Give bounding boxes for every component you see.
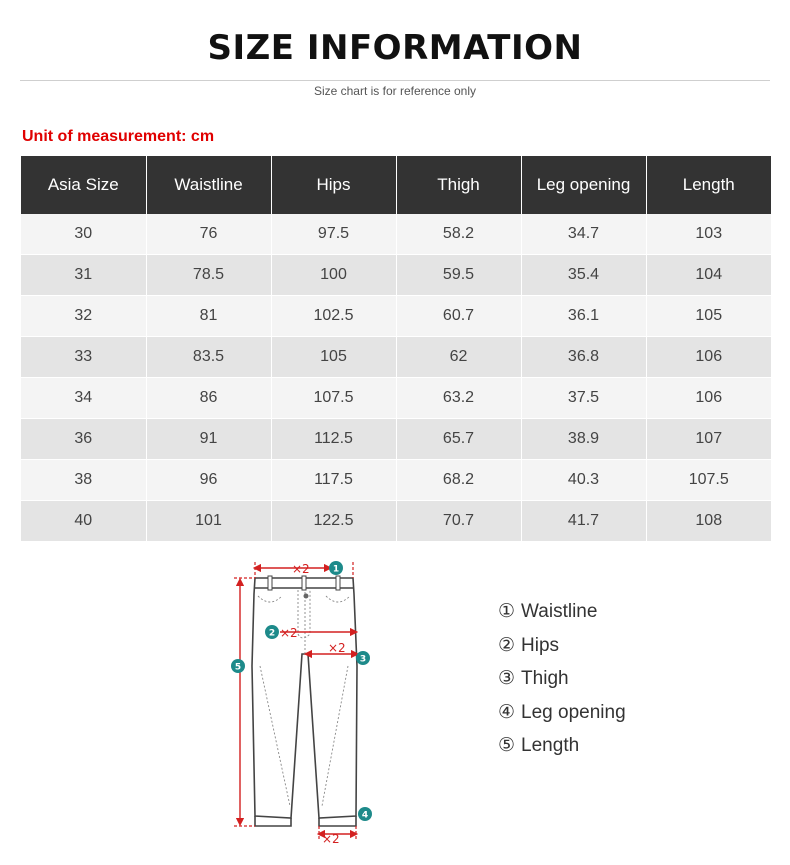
measurement-legend xyxy=(498,598,626,766)
table-row xyxy=(21,419,771,460)
multiplier-label: ×2 xyxy=(322,832,340,846)
table-cell: 40.3 xyxy=(521,460,646,501)
page-title: SIZE INFORMATION xyxy=(207,28,583,68)
table-cell: 117.5 xyxy=(271,460,396,501)
multiplier-label: ×2 xyxy=(292,562,310,576)
table-cell: 106 xyxy=(646,378,771,419)
table-cell: 97.5 xyxy=(271,214,396,255)
column-header: Hips xyxy=(271,156,396,214)
column-header: Thigh xyxy=(396,156,521,214)
legend-label: Hips xyxy=(521,634,560,656)
table-cell: 40 xyxy=(21,501,146,542)
table-cell: 31 xyxy=(21,255,146,296)
legend-number: ③ xyxy=(498,667,516,689)
table-cell: 86 xyxy=(146,378,271,419)
table-cell: 36 xyxy=(21,419,146,460)
jeans-stitching xyxy=(258,588,350,806)
table-cell: 63.2 xyxy=(396,378,521,419)
legend-label: Length xyxy=(521,735,580,756)
legend-number: ④ xyxy=(498,700,516,723)
button-icon xyxy=(304,594,309,599)
table-cell: 32 xyxy=(21,296,146,337)
table-cell: 65.7 xyxy=(396,419,521,460)
table-cell: 105 xyxy=(271,337,396,378)
table-cell: 37.5 xyxy=(521,378,646,419)
table-cell: 36.8 xyxy=(521,337,646,378)
marker-waistline xyxy=(329,561,343,575)
column-header: Leg opening xyxy=(521,156,646,214)
marker-leg-opening xyxy=(358,807,372,821)
measurement-arrows xyxy=(240,568,355,834)
table-cell: 106 xyxy=(646,337,771,378)
marker-number: 1 xyxy=(332,564,340,575)
table-row xyxy=(21,337,771,378)
table-cell: 122.5 xyxy=(271,501,396,542)
table-cell: 91 xyxy=(146,419,271,460)
table-cell: 68.2 xyxy=(396,460,521,501)
page-subtitle: Size chart is for reference only xyxy=(313,84,477,98)
marker-number: 5 xyxy=(234,662,242,673)
multiplier-label: ×2 xyxy=(328,641,346,655)
table-header-row xyxy=(21,156,771,214)
legend-item-hips xyxy=(498,632,626,666)
table-row xyxy=(21,501,771,542)
table-cell: 101 xyxy=(146,501,271,542)
table-cell: 83.5 xyxy=(146,337,271,378)
marker-number: 4 xyxy=(361,810,369,821)
table-cell: 76 xyxy=(146,214,271,255)
table-cell: 60.7 xyxy=(396,296,521,337)
table-cell: 112.5 xyxy=(271,419,396,460)
table-cell: 103 xyxy=(646,214,771,255)
legend-item-leg-opening xyxy=(498,699,626,733)
legend-label: Waistline xyxy=(521,601,598,622)
legend-label: Thigh xyxy=(521,668,569,689)
table-cell: 41.7 xyxy=(521,501,646,542)
table-cell: 62 xyxy=(396,337,521,378)
column-header: Length xyxy=(646,156,771,214)
table-cell: 104 xyxy=(646,255,771,296)
legend-number: ① xyxy=(498,600,516,622)
table-cell: 58.2 xyxy=(396,214,521,255)
marker-hips xyxy=(265,625,279,639)
table-row xyxy=(21,214,771,255)
title-divider xyxy=(20,80,770,81)
table-cell: 36.1 xyxy=(521,296,646,337)
marker-number: 2 xyxy=(268,628,276,639)
table-cell: 102.5 xyxy=(271,296,396,337)
table-cell: 107.5 xyxy=(271,378,396,419)
table-cell: 34 xyxy=(21,378,146,419)
table-cell: 59.5 xyxy=(396,255,521,296)
legend-item-length xyxy=(498,732,626,766)
table-row xyxy=(21,296,771,337)
table-row xyxy=(21,255,771,296)
marker-length xyxy=(231,659,245,673)
table-cell: 34.7 xyxy=(521,214,646,255)
table-row xyxy=(21,460,771,501)
column-header: Waistline xyxy=(146,156,271,214)
marker-number: 3 xyxy=(359,654,367,665)
table-cell: 107 xyxy=(646,419,771,460)
table-cell: 38 xyxy=(21,460,146,501)
table-row xyxy=(21,378,771,419)
table-cell: 96 xyxy=(146,460,271,501)
table-cell: 78.5 xyxy=(146,255,271,296)
table-cell: 81 xyxy=(146,296,271,337)
legend-item-thigh xyxy=(498,665,626,699)
table-cell: 70.7 xyxy=(396,501,521,542)
legend-number: ② xyxy=(498,633,516,656)
unit-label: Unit of measurement: cm xyxy=(22,128,215,145)
size-table xyxy=(21,156,771,542)
legend-number: ⑤ xyxy=(498,734,516,756)
multiplier-label: ×2 xyxy=(280,626,298,640)
column-header: Asia Size xyxy=(21,156,146,214)
legend-label: Leg opening xyxy=(521,701,626,723)
table-cell: 30 xyxy=(21,214,146,255)
marker-thigh xyxy=(356,651,370,665)
table-cell: 100 xyxy=(271,255,396,296)
table-cell: 105 xyxy=(646,296,771,337)
table-cell: 108 xyxy=(646,501,771,542)
table-body xyxy=(21,214,771,542)
table-cell: 33 xyxy=(21,337,146,378)
table-cell: 107.5 xyxy=(646,460,771,501)
table-cell: 35.4 xyxy=(521,255,646,296)
jeans-diagram xyxy=(222,556,382,846)
table-cell: 38.9 xyxy=(521,419,646,460)
legend-item-waistline xyxy=(498,598,626,632)
